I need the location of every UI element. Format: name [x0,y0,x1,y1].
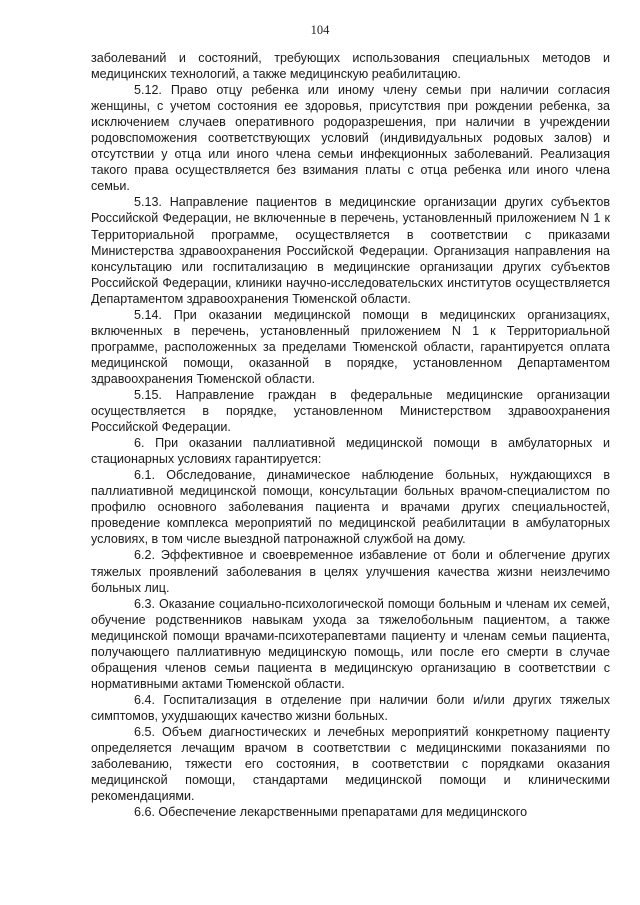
paragraph-5-15: 5.15. Направление граждан в федеральные медицинские организации осуществляется в порядке, установленном Министерством здравоохранения Российской Федерации. [91,387,610,435]
document-body [91,50,610,820]
page-number: 104 [310,23,330,37]
paragraph-5-13: 5.13. Направление пациентов в медицинские организации других субъектов Российской Федерации, не включенные в перечень, установленный приложением N 1 к Территориальной программе, осуществляется в соответствии с приказами Министерства здравоохранения Российской Федерации. Организация направления на консультацию или госпитализацию в медицинские организации других субъектов Российской Федерации, клиники научно-исследовательских институтов осуществляется Департаментом здравоохранения Тюменской области. [91,195,610,306]
paragraph-6-1: 6.1. Обследование, динамическое наблюдение больных, нуждающихся в паллиативной медицинской помощи, консультации больных врачом-специалистом по профилю основного заболевания пациента и врачами других специальностей, проведение комплекса мероприятий по медицинской реабилитации в амбулаторных условиях, в том числе выездной патронажной службой на дому. [91,468,610,547]
paragraph-5-14: 5.14. При оказании медицинской помощи в медицинских организациях, включенных в перечень, установленный приложением N 1 к Территориальной программе, расположенных за пределами Тюменской области, гарантируется оплата медицинской помощи, оказанной в порядке, установленном Департаментом здравоохранения Тюменской области. [91,307,610,386]
paragraph-5-12: 5.12. Право отцу ребенка или иному члену семьи при наличии согласия женщины, с учетом состояния ее здоровья, присутствия при рождении ребенка, за исключением случаев оперативного родоразрешения, при наличии в учреждении родовспоможения соответствующих условий (индивидуальных родовых залов) и отсутствии у отца или иного члена семьи инфекционных заболеваний. Реализация такого права осуществляется без взимания платы с отца ребенка или иного члена семьи. [91,83,610,194]
paragraph-6-6: 6.6. Обеспечение лекарственными препаратами для медицинского [134,805,528,820]
paragraph-6-2: 6.2. Эффективное и своевременное избавление от боли и облегчение других тяжелых проявлений заболевания в целях улучшения качества жизни неизлечимо больных лиц. [91,548,610,595]
paragraph-6-3: 6.3. Оказание социально-психологической помощи больным и членам их семей, обучение родственников навыкам ухода за тяжелобольным пациентом, а также медицинской помощи врачами-психотерапевтами пациенту и членам семьи пациента, получающего паллиативную медицинскую помощь, или после его смерти в случае обращения членов семьи пациента в медицинскую организацию в соответствии с нормативными актами Тюменской области. [91,596,610,691]
paragraph-6-5: 6.5. Объем диагностических и лечебных мероприятий конкретному пациенту определяется лечащим врачом в соответствии с медицинскими показаниями по заболеванию, тяжести его состояния, в соответствии с порядками оказания медицинской помощи, стандартами медицинской помощи и клиническими рекомендациями. [91,724,610,804]
paragraph-6: 6. При оказании паллиативной медицинской помощи в амбулаторных и стационарных условиях гарантируется: [91,436,610,467]
paragraph-6-4: 6.4. Госпитализация в отделение при наличии боли и/или других тяжелых симптомов, ухудшающих качество жизни больных. [91,692,610,723]
paragraph-continuation: заболеваний и состояний, требующих использования специальных методов и медицинских технологий, а также медицинскую реабилитацию. [91,51,610,82]
